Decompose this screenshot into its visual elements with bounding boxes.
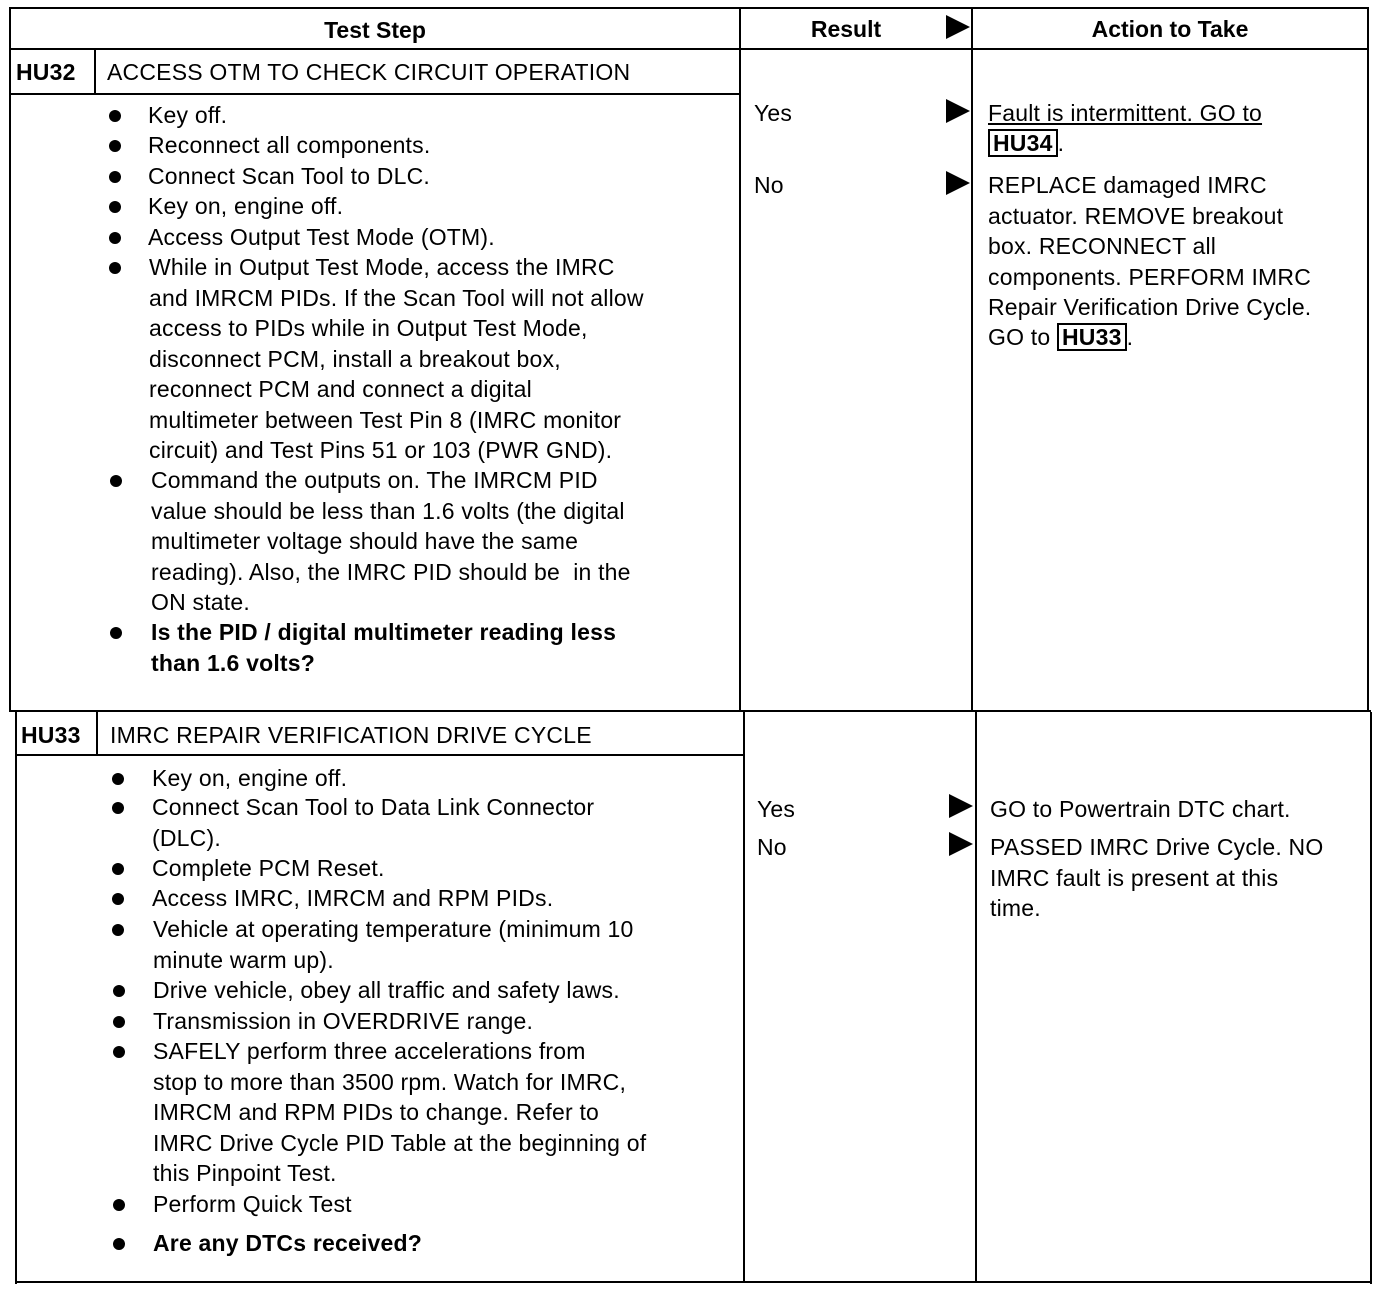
bullet-icon (113, 1238, 125, 1250)
bullet-icon (112, 802, 124, 814)
col-divider-action (971, 7, 973, 710)
header-rule (9, 48, 1369, 50)
bullet-icon (109, 171, 121, 183)
hu32-step: Key on, engine off. (148, 193, 344, 219)
bullet-icon (110, 475, 122, 487)
hu32-code: HU32 (16, 59, 76, 85)
header-test-step: Test Step (324, 17, 426, 43)
hu32-yes-label: Yes (754, 100, 793, 126)
hu32-yes-action (988, 98, 1262, 129)
hu34-reference[interactable]: HU34 (988, 129, 1058, 157)
bullet-icon (110, 627, 122, 639)
hu33-code: HU33 (21, 722, 81, 748)
hu32-step: Access Output Test Mode (OTM). (148, 224, 495, 250)
bullet-icon (109, 110, 121, 122)
table-left-border (9, 7, 11, 710)
bullet-icon (112, 773, 124, 785)
bullet-icon (109, 140, 121, 152)
hu33-step: Access IMRC, IMRCM and RPM PIDs. (152, 885, 554, 911)
table-left-border-lower (15, 712, 17, 1284)
bullet-icon (113, 985, 125, 997)
section-divider (9, 710, 1371, 712)
bullet-icon (113, 1199, 125, 1211)
hu33-step: Key on, engine off. (152, 765, 348, 791)
result-arrow-icon (946, 171, 970, 195)
hu32-question: Is the PID / digital multimeter reading less than 1.6 volts? (151, 619, 617, 676)
hu32-code-divider (94, 48, 96, 94)
col-divider-result (739, 7, 741, 710)
col-divider-result-lower (743, 712, 745, 1283)
bullet-icon (112, 893, 124, 905)
hu33-step: Perform Quick Test (153, 1191, 352, 1217)
hu32-step: Connect Scan Tool to DLC. (148, 163, 431, 189)
bullet-icon (112, 863, 124, 875)
table-top-border (9, 7, 1369, 9)
bullet-icon (113, 1046, 125, 1058)
hu32-step: While in Output Test Mode, access the IMRC and IMRCM PIDs. If the Scan Tool will not allow access to PIDs while in Output Test Mode, disconnect PCM, install a breakout box, reconnect PCM and connect a digital multimeter between Test Pin 8 (IMRC monitor circuit) and Test Pins 51 or 103 (PWR GND). (149, 254, 644, 463)
period: . (1126, 324, 1134, 350)
hu33-step: Transmission in OVERDRIVE range. (153, 1008, 534, 1034)
bullet-icon (112, 924, 124, 936)
table-right-border-lower (1370, 712, 1372, 1284)
header-result: Result (810, 16, 882, 42)
result-arrow-icon (946, 99, 970, 123)
goto-text: GO to (988, 324, 1051, 350)
hu32-no-action-goto (988, 322, 1133, 353)
hu33-title: IMRC REPAIR VERIFICATION DRIVE CYCLE (110, 722, 592, 748)
bullet-icon (109, 232, 121, 244)
hu33-step: SAFELY perform three accelerations from stop to more than 3500 rpm. Watch for IMRC, IMRCM and RPM PIDs to change. Refer to IMRC Drive Cycle PID Table at the beginning of this Pinpoint Test. (153, 1038, 647, 1186)
hu32-no-label: No (754, 172, 784, 198)
hu32-step: Key off. (148, 102, 228, 128)
hu32-yes-action-goto (988, 128, 1064, 159)
hu32-step: Reconnect all components. (148, 132, 431, 158)
header-action: Action to Take (1091, 16, 1249, 42)
bullet-icon (113, 1016, 125, 1028)
hu33-yes-label: Yes (757, 796, 796, 822)
hu32-step: Command the outputs on. The IMRCM PID value should be less than 1.6 volts (the digital multimeter voltage should have the same reading). Also, the IMRC PID should be in the ON state. (151, 467, 631, 615)
hu33-reference[interactable]: HU33 (1057, 323, 1127, 351)
hu33-code-divider (96, 712, 98, 755)
hu33-step: Complete PCM Reset. (152, 855, 385, 881)
hu33-step: Vehicle at operating temperature (minimum 10 minute warm up). (153, 916, 634, 973)
hu32-yes-action-text: Fault is intermittent. GO to (988, 100, 1263, 126)
hu33-step: Drive vehicle, obey all traffic and safety laws. (153, 977, 620, 1003)
col-divider-action-lower (975, 712, 977, 1283)
hu32-no-action: REPLACE damaged IMRC actuator. REMOVE breakout box. RECONNECT all components. PERFORM IMRC Repair Verification Drive Cycle. (988, 172, 1312, 320)
hu32-title-rule (9, 93, 741, 95)
result-arrow-icon (949, 794, 973, 818)
table-bottom-border (15, 1281, 1372, 1283)
hu33-no-label: No (757, 834, 787, 860)
result-arrow-icon (949, 832, 973, 856)
hu33-step: Connect Scan Tool to Data Link Connector (DLC). (152, 794, 595, 851)
bullet-icon (109, 201, 121, 213)
hu33-yes-action: GO to Powertrain DTC chart. (990, 796, 1291, 822)
table-right-border (1367, 7, 1369, 712)
hu33-title-rule (15, 754, 743, 756)
bullet-icon (109, 262, 121, 274)
hu33-no-action: PASSED IMRC Drive Cycle. NO IMRC fault is present at this time. (990, 834, 1324, 921)
header-arrow-icon (946, 15, 970, 39)
hu33-question: Are any DTCs received? (153, 1230, 423, 1256)
hu32-title: ACCESS OTM TO CHECK CIRCUIT OPERATION (107, 59, 631, 85)
period: . (1057, 130, 1065, 156)
